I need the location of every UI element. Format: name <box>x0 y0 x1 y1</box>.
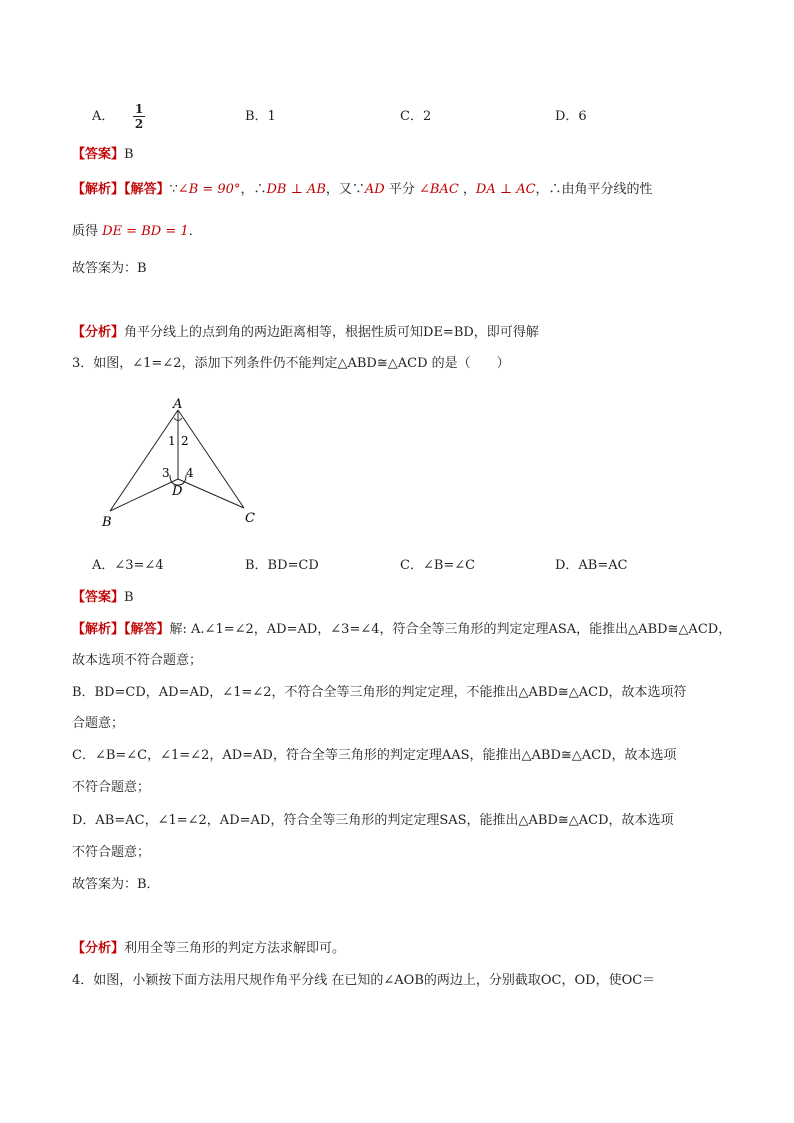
q3-stem: 3．如图，∠1=∠2，添加下列条件仍不能判定△ABD≅△ACD 的是（ ） <box>72 356 510 371</box>
fraction-numerator: 1 <box>134 102 144 116</box>
prefix-text: 质得 <box>72 224 103 239</box>
q2-option-c: C．2 <box>400 109 432 124</box>
q3-solution-line-1 <box>72 621 731 639</box>
label-a: A <box>173 397 183 412</box>
answer-tag: 【答案】 <box>72 590 125 605</box>
q2-final-answer: 故答案为：B <box>72 261 147 276</box>
label-angle-3: 3 <box>162 466 170 480</box>
label-angle-1: 1 <box>168 434 176 448</box>
q2-answer <box>72 146 134 164</box>
answer-value: B <box>124 147 134 162</box>
q3-solution-line-7: D．AB=AC，∠1=∠2，AD=AD，符合全等三角形的判定定理SAS，能推出△ABD≅△ACD，故本选项 <box>72 813 674 828</box>
q3-solution-line-6: 不符合题意； <box>72 780 151 795</box>
bisects-text: 平分 <box>384 182 419 197</box>
and-because-text: ，又∵ <box>325 182 365 197</box>
fenxi-text: 角平分线上的点到角的两边距离相等，根据性质可知DE=BD，即可得解 <box>124 325 539 340</box>
answer-value: B <box>124 590 134 605</box>
because-symbol: ∵ <box>169 182 178 197</box>
q3-triangle-figure <box>96 396 266 536</box>
solution-text: 解: A.∠1=∠2，AD=AD，∠3=∠4，符合全等三角形的判定定理ASA，能推出△ABD≅△ACD， <box>169 622 732 637</box>
q2-option-a-label: A． <box>92 109 115 124</box>
math-de-bd: DE = BD = 1 <box>102 224 189 239</box>
q3-solution-line-8: 不符合题意； <box>72 845 151 860</box>
q3-answer <box>72 589 134 607</box>
fenxi-tag: 【分析】 <box>72 325 125 340</box>
label-b: B <box>102 515 112 530</box>
q2-solution-line-1 <box>72 181 653 199</box>
q3-solution-line-2: 故本选项不符合题意； <box>72 653 203 668</box>
q3-solution-line-5: C．∠B=∠C，∠1=∠2，AD=AD，符合全等三角形的判定定理AAS，能推出△ABD≅△ACD，故本选项 <box>72 748 677 763</box>
therefore-text: ，∴ <box>240 182 267 197</box>
period-text: . <box>188 224 193 239</box>
label-angle-4: 4 <box>186 466 194 480</box>
q2-option-a-fraction <box>133 103 145 130</box>
q2-fenxi <box>72 324 539 342</box>
q3-solution-line-3: B．BD=CD，AD=AD，∠1=∠2，不符合全等三角形的判定定理，不能推出△ABD≅△ACD，故本选项符 <box>72 685 687 700</box>
q4-stem: 4．如图，小颖按下面方法用尺规作角平分线 在已知的∠AOB的两边上，分别截取OC，OD，使OC＝ <box>72 973 656 988</box>
label-angle-2: 2 <box>181 434 189 448</box>
q3-option-c: C．∠B=∠C <box>400 558 476 573</box>
q3-solution-line-9: 故答案为：B． <box>72 877 160 892</box>
q2-option-b: B．1 <box>245 109 276 124</box>
math-angle-bac: ∠BAC <box>418 182 459 197</box>
q3-option-d: D．AB=AC <box>555 558 628 573</box>
analysis-tag: 【解析】【解答】 <box>72 622 170 637</box>
math-ad: AD <box>364 182 385 197</box>
segment-ab <box>110 410 178 511</box>
q2-option-d: D．6 <box>555 109 587 124</box>
q2-solution-line-2 <box>72 223 193 241</box>
label-d: D <box>172 484 183 499</box>
math-angle-b: ∠B = 90° <box>177 182 241 197</box>
comma-text: ， <box>458 182 476 197</box>
q3-option-b: B．BD=CD <box>245 558 319 573</box>
q3-option-a: A．∠3=∠4 <box>92 558 164 573</box>
q3-fenxi <box>72 940 345 958</box>
answer-tag: 【答案】 <box>72 147 125 162</box>
conclusion-text: ，∴由角平分线的性 <box>535 182 653 197</box>
fraction-denominator: 2 <box>134 117 144 131</box>
fenxi-text: 利用全等三角形的判定方法求解即可。 <box>124 941 346 956</box>
math-db-perp-ab: DB ⊥ AB <box>266 182 326 197</box>
label-c: C <box>245 511 255 526</box>
q3-solution-line-4: 合题意； <box>72 716 125 731</box>
analysis-tag: 【解析】【解答】 <box>72 182 170 197</box>
math-da-perp-ac: DA ⊥ AC <box>475 182 536 197</box>
fenxi-tag: 【分析】 <box>72 941 125 956</box>
